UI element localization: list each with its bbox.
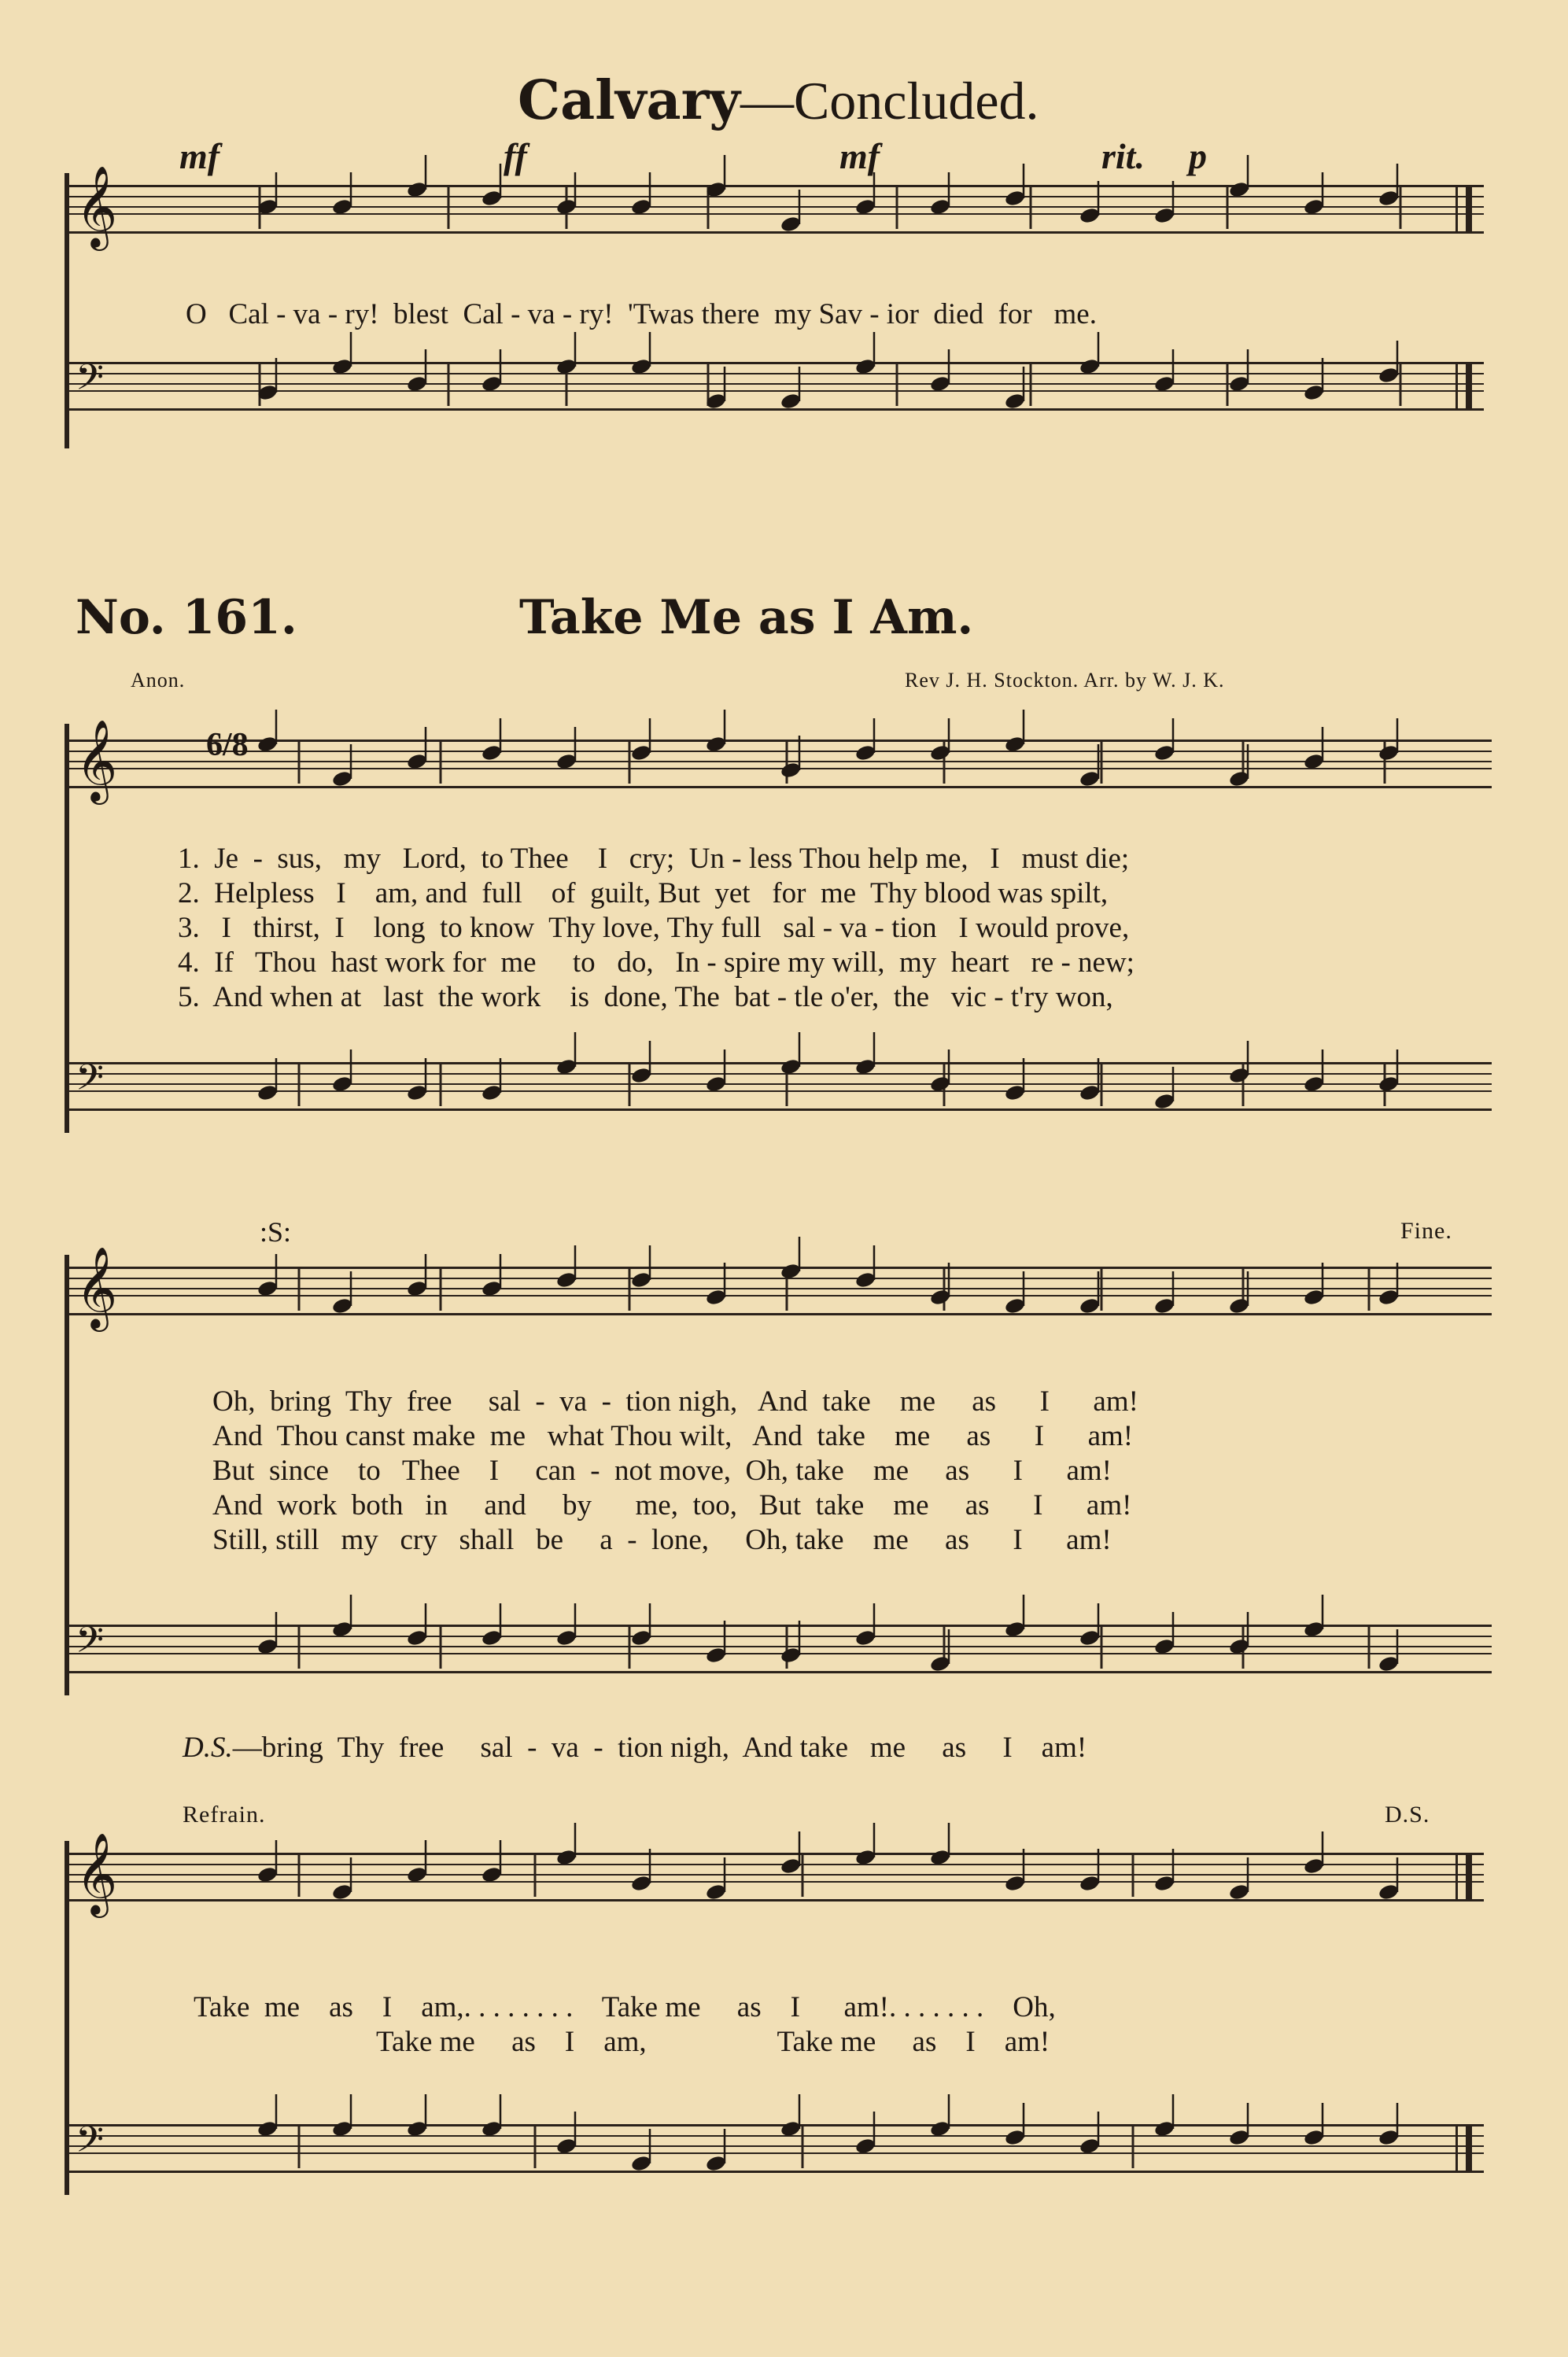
dynamic-mf-1: mf bbox=[179, 136, 220, 176]
dynamic-rit: rit. bbox=[1101, 136, 1145, 176]
verse-4-line-2: And work both in and by me, too, But take me as I am! bbox=[212, 1489, 1132, 1522]
verse-4-line-1: 4. If Thou hast work for me to do, In - spire my will, my heart re - new; bbox=[178, 946, 1134, 979]
fine-mark: Fine. bbox=[1400, 1218, 1452, 1244]
bass-clef-icon: 𝄢 bbox=[76, 1619, 105, 1670]
dynamic-ff: ff bbox=[504, 136, 527, 176]
verse-2-line-2: And Thou canst make me what Thou wilt, And take me as I am! bbox=[212, 1420, 1134, 1452]
verse-3-line-1: 3. I thirst, I long to know Thy love, Thy full sal - va - tion I would prove, bbox=[178, 912, 1130, 944]
segno-mark: :S: bbox=[260, 1216, 292, 1248]
ds-text: —bring Thy free sal - va - tion nigh, And take me as I am! bbox=[232, 1732, 1087, 1764]
treble-clef-icon: 𝄞 bbox=[76, 165, 118, 248]
dynamic-mf-2: mf bbox=[839, 136, 880, 176]
verse-1-line-1: 1. Je - sus, my Lord, to Thee I cry; Un - less Thou help me, I must die; bbox=[178, 843, 1130, 875]
hymn-number: No. 161. bbox=[76, 590, 297, 645]
treble-clef-icon: 𝄞 bbox=[76, 1832, 118, 1915]
time-signature: 6/8 bbox=[206, 727, 249, 763]
verse-1-line-2: Oh, bring Thy free sal - va - tion nigh, And take me as I am! bbox=[212, 1385, 1138, 1418]
refrain-lyric-2: Take me as I am, Take me as I am! bbox=[376, 2026, 1050, 2058]
treble-clef-icon: 𝄞 bbox=[76, 719, 118, 802]
refrain-lyric-1: Take me as I am,. . . . . . . . Take me as I am!. . . . . . . Oh, bbox=[194, 1991, 1056, 2023]
bass-clef-icon: 𝄢 bbox=[76, 356, 105, 408]
verse-3-line-2: But since to Thee I can - not move, Oh, take me as I am! bbox=[212, 1455, 1112, 1487]
verse-5-line-1: 5. And when at last the work is done, The bat - tle o'er, the vic - t'ry won, bbox=[178, 981, 1113, 1013]
refrain-label: Refrain. bbox=[183, 1802, 266, 1828]
bass-clef-icon: 𝄢 bbox=[76, 2119, 105, 2170]
treble-clef-icon: 𝄞 bbox=[76, 1246, 118, 1329]
ds-label: D.S. bbox=[183, 1732, 233, 1764]
verse-5-line-2: Still, still my cry shall be a - lone, Oh, take me as I am! bbox=[212, 1524, 1112, 1556]
ds-mark: D.S. bbox=[1385, 1802, 1430, 1828]
dynamic-p: p bbox=[1189, 136, 1207, 176]
title-bold: Calvary bbox=[518, 69, 740, 132]
verse-2-line-1: 2. Helpless I am, and full of guilt, But yet for me Thy blood was spilt, bbox=[178, 877, 1109, 909]
words-credit: Anon. bbox=[131, 669, 186, 692]
bass-clef-icon: 𝄢 bbox=[76, 1057, 105, 1108]
title-rest: —Concluded. bbox=[740, 71, 1039, 131]
calvary-lyric: O Cal - va - ry! blest Cal - va - ry! 'Twas there my Sav - ior died for me. bbox=[186, 298, 1097, 330]
music-credit: Rev J. H. Stockton. Arr. by W. J. K. bbox=[905, 669, 1225, 692]
hymn-title: Take Me as I Am. bbox=[519, 590, 974, 645]
